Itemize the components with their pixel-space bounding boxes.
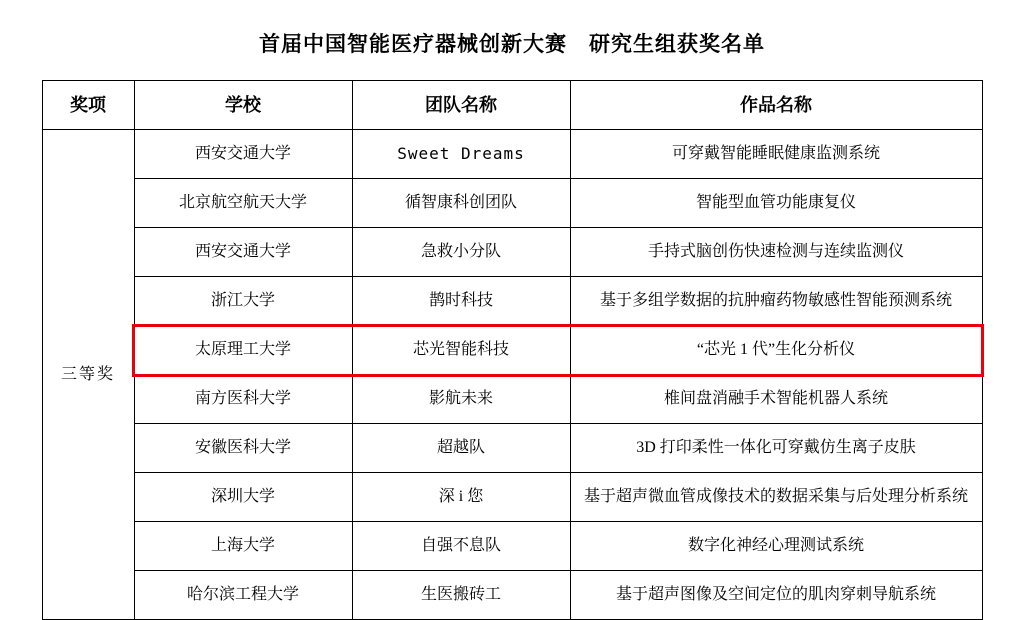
cell-school: 南方医科大学 (134, 375, 352, 424)
column-header-award: 奖项 (42, 81, 134, 130)
cell-work: 智能型血管功能康复仪 (570, 179, 982, 228)
table-row (42, 473, 982, 522)
cell-school: 哈尔滨工程大学 (134, 571, 352, 620)
cell-work: 数字化神经心理测试系统 (570, 522, 982, 571)
cell-school: 安徽医科大学 (134, 424, 352, 473)
cell-work: 手持式脑创伤快速检测与连续监测仪 (570, 228, 982, 277)
column-header-team: 团队名称 (352, 81, 570, 130)
cell-team: 芯光智能科技 (352, 326, 570, 375)
table-header (42, 81, 982, 130)
cell-team: 影航未来 (352, 375, 570, 424)
cell-team: 急救小分队 (352, 228, 570, 277)
cell-team: Sweet Dreams (352, 130, 570, 179)
cell-team: 自强不息队 (352, 522, 570, 571)
cell-team: 超越队 (352, 424, 570, 473)
cell-school: 上海大学 (134, 522, 352, 571)
table-row (42, 179, 982, 228)
cell-work: 基于超声微血管成像技术的数据采集与后处理分析系统 (570, 473, 982, 522)
cell-school: 西安交通大学 (134, 228, 352, 277)
table-row (42, 130, 982, 179)
cell-work: 基于多组学数据的抗肿瘤药物敏感性智能预测系统 (570, 277, 982, 326)
cell-school: 西安交通大学 (134, 130, 352, 179)
table-row (42, 424, 982, 473)
table-row (42, 228, 982, 277)
award-table (42, 80, 983, 620)
column-header-school: 学校 (134, 81, 352, 130)
cell-school: 北京航空航天大学 (134, 179, 352, 228)
cell-team: 循智康科创团队 (352, 179, 570, 228)
cell-work: “芯光 1 代”生化分析仪 (570, 326, 982, 375)
table-row (42, 375, 982, 424)
cell-team: 深 i 您 (352, 473, 570, 522)
award-group-label: 三等奖 (42, 130, 134, 620)
cell-work: 3D 打印柔性一体化可穿戴仿生离子皮肤 (570, 424, 982, 473)
column-header-work: 作品名称 (570, 81, 982, 130)
cell-school: 太原理工大学 (134, 326, 352, 375)
cell-team: 鹊时科技 (352, 277, 570, 326)
table-body (42, 130, 982, 620)
page-title: 首届中国智能医疗器械创新大赛 研究生组获奖名单 (259, 32, 765, 56)
cell-team: 生医搬砖工 (352, 571, 570, 620)
cell-work: 可穿戴智能睡眠健康监测系统 (570, 130, 982, 179)
cell-school: 浙江大学 (134, 277, 352, 326)
table-header-row (42, 81, 982, 130)
table-row (42, 277, 982, 326)
table-row (42, 571, 982, 620)
table-row (42, 326, 982, 375)
cell-school: 深圳大学 (134, 473, 352, 522)
cell-work: 椎间盘消融手术智能机器人系统 (570, 375, 982, 424)
cell-work: 基于超声图像及空间定位的肌肉穿刺导航系统 (570, 571, 982, 620)
